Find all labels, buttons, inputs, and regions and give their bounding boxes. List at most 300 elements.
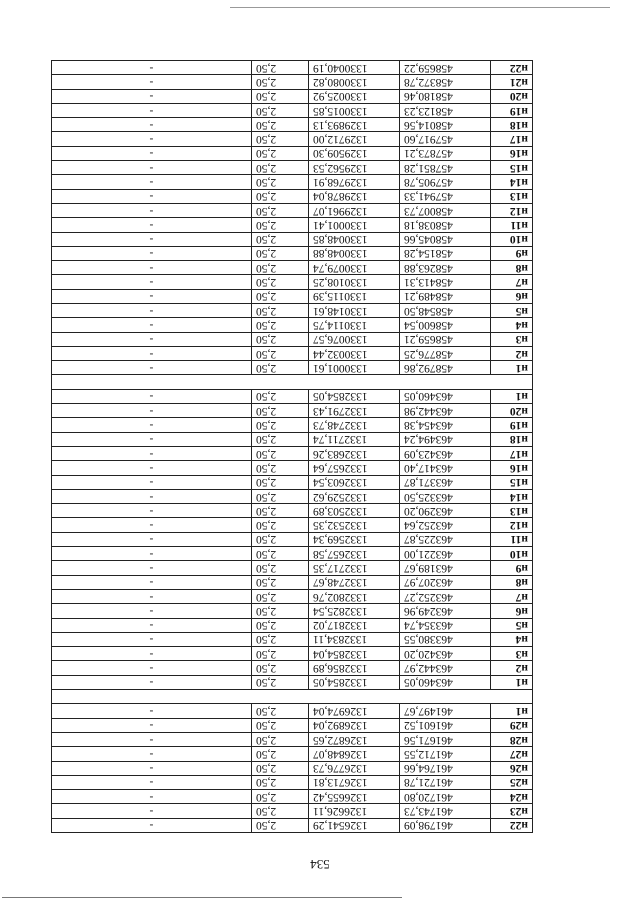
y-coordinate-cell: 1326892,04 — [309, 718, 400, 732]
note-cell: - — [52, 647, 252, 661]
accuracy-cell: 2,50 — [252, 604, 309, 618]
accuracy-cell: 2,50 — [252, 146, 309, 160]
y-coordinate-cell: 1330114,75 — [309, 318, 400, 332]
y-coordinate-cell: 1332856,89 — [309, 661, 400, 675]
x-coordinate-cell: 463420,20 — [400, 647, 491, 661]
accuracy-cell: 2,50 — [252, 618, 309, 632]
point-cell: н18 — [491, 432, 533, 446]
note-cell: - — [52, 732, 252, 746]
accuracy-cell: 2,50 — [252, 704, 309, 718]
note-cell: - — [52, 575, 252, 589]
y-coordinate-cell: 1332603,54 — [309, 475, 400, 489]
table-row — [52, 218, 533, 232]
accuracy-cell: 2,50 — [252, 261, 309, 275]
table-row — [52, 790, 533, 804]
table-row — [52, 261, 533, 275]
note-cell: - — [52, 632, 252, 646]
point-cell: н26 — [491, 761, 533, 775]
y-coordinate-cell: 1330080,82 — [309, 75, 400, 89]
point-cell: н22 — [491, 818, 533, 832]
note-cell: - — [52, 418, 252, 432]
accuracy-cell: 2,50 — [252, 232, 309, 246]
point-cell: н28 — [491, 732, 533, 746]
point-cell: н4 — [491, 318, 533, 332]
note-cell: - — [52, 89, 252, 103]
table-row — [52, 289, 533, 303]
table-row — [52, 632, 533, 646]
accuracy-cell: 2,50 — [252, 275, 309, 289]
y-coordinate-cell: 1332657,64 — [309, 461, 400, 475]
note-cell: - — [52, 318, 252, 332]
accuracy-cell: 2,50 — [252, 489, 309, 503]
point-cell: н4 — [491, 632, 533, 646]
x-coordinate-cell: 461798,09 — [400, 818, 491, 832]
note-cell: - — [52, 189, 252, 203]
table-row — [52, 361, 533, 375]
point-cell: н2 — [491, 661, 533, 675]
accuracy-cell: 2,50 — [252, 218, 309, 232]
x-coordinate-cell: 463252,27 — [400, 589, 491, 603]
y-coordinate-cell: 1329712,00 — [309, 132, 400, 146]
note-cell: - — [52, 504, 252, 518]
section-separator-row — [52, 690, 533, 704]
point-cell: н16 — [491, 461, 533, 475]
note-cell: - — [52, 332, 252, 346]
point-cell: н10 — [491, 547, 533, 561]
point-cell: н8 — [491, 575, 533, 589]
section-separator-cell — [52, 375, 533, 389]
point-cell: н20 — [491, 404, 533, 418]
accuracy-cell: 2,50 — [252, 75, 309, 89]
accuracy-cell: 2,50 — [252, 718, 309, 732]
table-row — [52, 718, 533, 732]
table-row — [52, 304, 533, 318]
x-coordinate-cell: 457905,78 — [400, 175, 491, 189]
x-coordinate-cell: 461712,55 — [400, 747, 491, 761]
point-cell: н27 — [491, 747, 533, 761]
x-coordinate-cell: 463423,09 — [400, 446, 491, 460]
point-cell: н5 — [491, 618, 533, 632]
table-row — [52, 89, 533, 103]
y-coordinate-cell: 1326872,65 — [309, 732, 400, 746]
table-row — [52, 60, 533, 74]
note-cell: - — [52, 532, 252, 546]
point-cell: н1 — [491, 389, 533, 403]
y-coordinate-cell: 1332791,43 — [309, 404, 400, 418]
y-coordinate-cell: 1330048,88 — [309, 246, 400, 260]
note-cell: - — [52, 404, 252, 418]
note-cell: - — [52, 775, 252, 789]
x-coordinate-cell: 463454,38 — [400, 418, 491, 432]
point-cell: н24 — [491, 790, 533, 804]
table-row — [52, 732, 533, 746]
x-coordinate-cell: 461764,66 — [400, 761, 491, 775]
y-coordinate-cell: 1332717,35 — [309, 561, 400, 575]
y-coordinate-cell: 1330032,44 — [309, 346, 400, 360]
point-cell: н22 — [491, 60, 533, 74]
point-cell: н10 — [491, 232, 533, 246]
table-row — [52, 432, 533, 446]
point-cell: н19 — [491, 418, 533, 432]
table-row — [52, 203, 533, 217]
point-cell: н13 — [491, 189, 533, 203]
table-row — [52, 761, 533, 775]
accuracy-cell: 2,50 — [252, 504, 309, 518]
accuracy-cell: 2,50 — [252, 589, 309, 603]
y-coordinate-cell: 1332825,54 — [309, 604, 400, 618]
accuracy-cell: 2,50 — [252, 561, 309, 575]
y-coordinate-cell: 1332802,76 — [309, 589, 400, 603]
accuracy-cell: 2,50 — [252, 132, 309, 146]
note-cell: - — [52, 232, 252, 246]
table-row — [52, 389, 533, 403]
y-coordinate-cell: 1330001,61 — [309, 361, 400, 375]
point-cell: н17 — [491, 132, 533, 146]
table-row — [52, 618, 533, 632]
note-cell: - — [52, 704, 252, 718]
point-cell: н1 — [491, 361, 533, 375]
table-row — [52, 647, 533, 661]
x-coordinate-cell: 461720,80 — [400, 790, 491, 804]
accuracy-cell: 2,50 — [252, 547, 309, 561]
note-cell: - — [52, 118, 252, 132]
y-coordinate-cell: 1332683,26 — [309, 446, 400, 460]
x-coordinate-cell: 458659,21 — [400, 332, 491, 346]
note-cell: - — [52, 818, 252, 832]
note-cell: - — [52, 289, 252, 303]
point-cell: н11 — [491, 218, 533, 232]
table-row — [52, 589, 533, 603]
note-cell: - — [52, 761, 252, 775]
x-coordinate-cell: 458600,54 — [400, 318, 491, 332]
y-coordinate-cell: 1330001,41 — [309, 218, 400, 232]
table-row — [52, 189, 533, 203]
point-cell: н29 — [491, 718, 533, 732]
x-coordinate-cell: 463371,87 — [400, 475, 491, 489]
x-coordinate-cell: 463249,96 — [400, 604, 491, 618]
point-cell: н5 — [491, 304, 533, 318]
note-cell: - — [52, 790, 252, 804]
y-coordinate-cell: 1332532,35 — [309, 518, 400, 532]
x-coordinate-cell: 463442,98 — [400, 404, 491, 418]
y-coordinate-cell: 1332503,89 — [309, 504, 400, 518]
point-cell: н1 — [491, 704, 533, 718]
note-cell: - — [52, 132, 252, 146]
table-row — [52, 318, 533, 332]
accuracy-cell: 2,50 — [252, 189, 309, 203]
point-cell: н7 — [491, 589, 533, 603]
point-cell: н9 — [491, 561, 533, 575]
y-coordinate-cell: 1332748,67 — [309, 575, 400, 589]
table-row — [52, 818, 533, 832]
table-row — [52, 547, 533, 561]
x-coordinate-cell: 463417,40 — [400, 461, 491, 475]
table-row — [52, 775, 533, 789]
y-coordinate-cell: 1329509,30 — [309, 146, 400, 160]
table-row — [52, 246, 533, 260]
x-coordinate-cell: 458792,86 — [400, 361, 491, 375]
accuracy-cell: 2,50 — [252, 804, 309, 818]
x-coordinate-cell: 463207,97 — [400, 575, 491, 589]
x-coordinate-cell: 463225,87 — [400, 532, 491, 546]
accuracy-cell: 2,50 — [252, 532, 309, 546]
note-cell: - — [52, 589, 252, 603]
y-coordinate-cell: 1332854,04 — [309, 647, 400, 661]
table-row — [52, 475, 533, 489]
table-row — [52, 532, 533, 546]
table-row — [52, 489, 533, 503]
point-cell: н23 — [491, 804, 533, 818]
x-coordinate-cell: 463252,64 — [400, 518, 491, 532]
note-cell: - — [52, 489, 252, 503]
note-cell: - — [52, 304, 252, 318]
x-coordinate-cell: 461671,56 — [400, 732, 491, 746]
table-row — [52, 446, 533, 460]
table-row — [52, 518, 533, 532]
table-row — [52, 675, 533, 689]
table-row — [52, 146, 533, 160]
top-rule — [2, 897, 402, 898]
table-row — [52, 804, 533, 818]
point-cell: н14 — [491, 489, 533, 503]
note-cell: - — [52, 461, 252, 475]
note-cell: - — [52, 389, 252, 403]
note-cell: - — [52, 675, 252, 689]
y-coordinate-cell: 1330148,61 — [309, 304, 400, 318]
y-coordinate-cell: 1330108,25 — [309, 275, 400, 289]
point-cell: н21 — [491, 75, 533, 89]
point-cell: н20 — [491, 89, 533, 103]
accuracy-cell: 2,50 — [252, 161, 309, 175]
accuracy-cell: 2,50 — [252, 675, 309, 689]
accuracy-cell: 2,50 — [252, 304, 309, 318]
x-coordinate-cell: 463460,05 — [400, 389, 491, 403]
accuracy-cell: 2,50 — [252, 475, 309, 489]
y-coordinate-cell: 1329768,91 — [309, 175, 400, 189]
point-cell: н6 — [491, 604, 533, 618]
note-cell: - — [52, 218, 252, 232]
table-row — [52, 404, 533, 418]
x-coordinate-cell: 463460,05 — [400, 675, 491, 689]
note-cell: - — [52, 518, 252, 532]
y-coordinate-cell: 1332817,02 — [309, 618, 400, 632]
x-coordinate-cell: 458776,25 — [400, 346, 491, 360]
table-row — [52, 232, 533, 246]
point-cell: н15 — [491, 475, 533, 489]
x-coordinate-cell: 458154,28 — [400, 246, 491, 260]
point-cell: н15 — [491, 161, 533, 175]
y-coordinate-cell: 1329878,04 — [309, 189, 400, 203]
note-cell: - — [52, 432, 252, 446]
note-cell: - — [52, 661, 252, 675]
bottom-rule — [230, 7, 610, 8]
x-coordinate-cell: 461497,67 — [400, 704, 491, 718]
point-cell: н14 — [491, 175, 533, 189]
note-cell: - — [52, 804, 252, 818]
table-row — [52, 461, 533, 475]
x-coordinate-cell: 463325,50 — [400, 489, 491, 503]
x-coordinate-cell: 458123,23 — [400, 103, 491, 117]
table-row — [52, 704, 533, 718]
note-cell: - — [52, 561, 252, 575]
accuracy-cell: 2,50 — [252, 103, 309, 117]
accuracy-cell: 2,50 — [252, 461, 309, 475]
coordinates-table — [51, 60, 533, 833]
note-cell: - — [52, 146, 252, 160]
y-coordinate-cell: 1332657,58 — [309, 547, 400, 561]
note-cell: - — [52, 361, 252, 375]
accuracy-cell: 2,50 — [252, 790, 309, 804]
point-cell: н16 — [491, 146, 533, 160]
table-row — [52, 504, 533, 518]
x-coordinate-cell: 458659,22 — [400, 60, 491, 74]
note-cell: - — [52, 75, 252, 89]
accuracy-cell: 2,50 — [252, 346, 309, 360]
accuracy-cell: 2,50 — [252, 318, 309, 332]
section-separator-cell — [52, 690, 533, 704]
x-coordinate-cell: 457917,60 — [400, 132, 491, 146]
accuracy-cell: 2,50 — [252, 661, 309, 675]
table-row — [52, 175, 533, 189]
accuracy-cell: 2,50 — [252, 389, 309, 403]
x-coordinate-cell: 457851,28 — [400, 161, 491, 175]
x-coordinate-cell: 463189,67 — [400, 561, 491, 575]
x-coordinate-cell: 463221,00 — [400, 547, 491, 561]
point-cell: н3 — [491, 332, 533, 346]
y-coordinate-cell: 1330025,92 — [309, 89, 400, 103]
point-cell: н1 — [491, 675, 533, 689]
accuracy-cell: 2,50 — [252, 775, 309, 789]
point-cell: н12 — [491, 203, 533, 217]
y-coordinate-cell: 1330048,85 — [309, 232, 400, 246]
accuracy-cell: 2,50 — [252, 118, 309, 132]
page-number: 534 — [310, 857, 330, 872]
y-coordinate-cell: 1330040,19 — [309, 60, 400, 74]
accuracy-cell: 2,50 — [252, 518, 309, 532]
accuracy-cell: 2,50 — [252, 575, 309, 589]
note-cell: - — [52, 604, 252, 618]
accuracy-cell: 2,50 — [252, 732, 309, 746]
accuracy-cell: 2,50 — [252, 818, 309, 832]
point-cell: н25 — [491, 775, 533, 789]
point-cell: н3 — [491, 647, 533, 661]
accuracy-cell: 2,50 — [252, 418, 309, 432]
accuracy-cell: 2,50 — [252, 175, 309, 189]
table-row — [52, 161, 533, 175]
accuracy-cell: 2,50 — [252, 747, 309, 761]
x-coordinate-cell: 458489,21 — [400, 289, 491, 303]
accuracy-cell: 2,50 — [252, 432, 309, 446]
point-cell: н18 — [491, 118, 533, 132]
note-cell: - — [52, 103, 252, 117]
y-coordinate-cell: 1332834,11 — [309, 632, 400, 646]
table-row — [52, 275, 533, 289]
y-coordinate-cell: 1326974,04 — [309, 704, 400, 718]
note-cell: - — [52, 718, 252, 732]
point-cell: н2 — [491, 346, 533, 360]
x-coordinate-cell: 458372,78 — [400, 75, 491, 89]
y-coordinate-cell: 1326713,81 — [309, 775, 400, 789]
note-cell: - — [52, 175, 252, 189]
accuracy-cell: 2,50 — [252, 246, 309, 260]
accuracy-cell: 2,50 — [252, 60, 309, 74]
x-coordinate-cell: 458014,56 — [400, 118, 491, 132]
point-cell: н9 — [491, 246, 533, 260]
table-row — [52, 661, 533, 675]
accuracy-cell: 2,50 — [252, 89, 309, 103]
table-row — [52, 561, 533, 575]
table-row — [52, 103, 533, 117]
note-cell: - — [52, 618, 252, 632]
table-row — [52, 332, 533, 346]
accuracy-cell: 2,50 — [252, 761, 309, 775]
accuracy-cell: 2,50 — [252, 632, 309, 646]
note-cell: - — [52, 547, 252, 561]
y-coordinate-cell: 1332711,74 — [309, 432, 400, 446]
y-coordinate-cell: 1332854,05 — [309, 389, 400, 403]
point-cell: н6 — [491, 289, 533, 303]
point-cell: н7 — [491, 275, 533, 289]
note-cell: - — [52, 161, 252, 175]
x-coordinate-cell: 461743,73 — [400, 804, 491, 818]
x-coordinate-cell: 461721,78 — [400, 775, 491, 789]
point-cell: н13 — [491, 504, 533, 518]
table-row — [52, 418, 533, 432]
y-coordinate-cell: 1332569,34 — [309, 532, 400, 546]
x-coordinate-cell: 463290,20 — [400, 504, 491, 518]
note-cell: - — [52, 261, 252, 275]
accuracy-cell: 2,50 — [252, 289, 309, 303]
x-coordinate-cell: 463380,55 — [400, 632, 491, 646]
x-coordinate-cell: 457941,33 — [400, 189, 491, 203]
note-cell: - — [52, 275, 252, 289]
point-cell: н12 — [491, 518, 533, 532]
x-coordinate-cell: 461601,52 — [400, 718, 491, 732]
table-row — [52, 118, 533, 132]
x-coordinate-cell: 458045,66 — [400, 232, 491, 246]
accuracy-cell: 2,50 — [252, 361, 309, 375]
x-coordinate-cell: 458038,18 — [400, 218, 491, 232]
y-coordinate-cell: 1330115,39 — [309, 289, 400, 303]
coordinates-table-body — [52, 60, 533, 832]
note-cell: - — [52, 475, 252, 489]
y-coordinate-cell: 1329893,13 — [309, 118, 400, 132]
x-coordinate-cell: 458007,73 — [400, 203, 491, 217]
x-coordinate-cell: 463494,24 — [400, 432, 491, 446]
point-cell: н8 — [491, 261, 533, 275]
point-cell: н11 — [491, 532, 533, 546]
y-coordinate-cell: 1332854,05 — [309, 675, 400, 689]
accuracy-cell: 2,50 — [252, 203, 309, 217]
note-cell: - — [52, 346, 252, 360]
y-coordinate-cell: 1326848,07 — [309, 747, 400, 761]
y-coordinate-cell: 1330079,74 — [309, 261, 400, 275]
y-coordinate-cell: 1326655,42 — [309, 790, 400, 804]
y-coordinate-cell: 1330076,57 — [309, 332, 400, 346]
x-coordinate-cell: 458263,88 — [400, 261, 491, 275]
x-coordinate-cell: 457873,21 — [400, 146, 491, 160]
point-cell: н17 — [491, 446, 533, 460]
y-coordinate-cell: 1326776,73 — [309, 761, 400, 775]
x-coordinate-cell: 458548,50 — [400, 304, 491, 318]
table-row — [52, 346, 533, 360]
table-row — [52, 575, 533, 589]
note-cell: - — [52, 446, 252, 460]
accuracy-cell: 2,50 — [252, 446, 309, 460]
y-coordinate-cell: 1326541,29 — [309, 818, 400, 832]
x-coordinate-cell: 458180,46 — [400, 89, 491, 103]
y-coordinate-cell: 1329961,07 — [309, 203, 400, 217]
